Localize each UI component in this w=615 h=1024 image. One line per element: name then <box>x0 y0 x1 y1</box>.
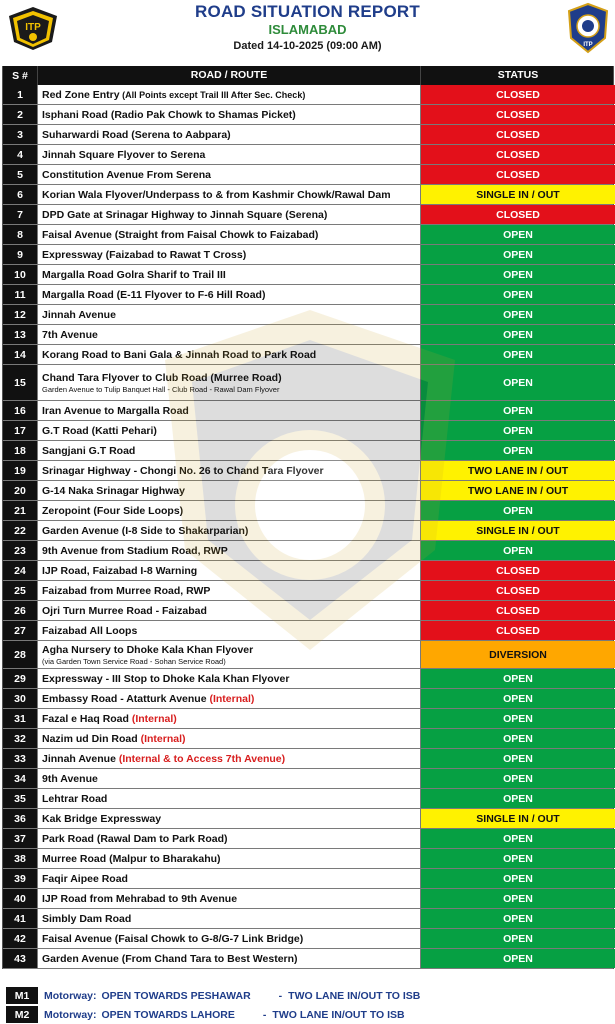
row-serial-number: 15 <box>3 365 37 400</box>
road-name <box>42 189 420 201</box>
motorway-note: TWO LANE IN/OUT TO ISB <box>288 989 421 1002</box>
row-serial-number: 26 <box>3 601 37 620</box>
road-name-text: Suharwardi Road (Serena to Aabpara) <box>42 128 231 141</box>
table-row <box>3 125 613 145</box>
table-row <box>3 325 613 345</box>
motorway-note: TWO LANE IN/OUT TO ISB <box>272 1008 405 1021</box>
row-serial-number: 27 <box>3 621 37 640</box>
row-status-single: TWO LANE IN / OUT <box>420 481 615 500</box>
row-road-route <box>37 501 420 520</box>
row-status-closed: CLOSED <box>420 165 615 184</box>
table-row <box>3 541 613 561</box>
road-name-text: Faizabad from Murree Road, RWP <box>42 584 211 597</box>
row-serial-number: 6 <box>3 185 37 204</box>
table-body <box>3 85 613 969</box>
row-road-route <box>37 305 420 324</box>
road-name-text: Fazal e Haq Road <box>42 712 132 725</box>
row-serial-number: 31 <box>3 709 37 728</box>
road-name-text: G.T Road (Katti Pehari) <box>42 424 157 437</box>
motorway-label: Motorway: <box>44 989 97 1002</box>
row-road-route <box>37 165 420 184</box>
row-road-route <box>37 581 420 600</box>
row-serial-number: 25 <box>3 581 37 600</box>
report-date: Dated 14-10-2025 (09:00 AM) <box>233 40 382 52</box>
row-road-route <box>37 621 420 640</box>
road-name <box>42 289 420 301</box>
motorway-row-m2 <box>2 1005 614 1024</box>
row-road-route <box>37 561 420 580</box>
row-serial-number: 18 <box>3 441 37 460</box>
table-row <box>3 145 613 165</box>
road-name-text: Faisal Avenue (Faisal Chowk to G-8/G-7 Link Bridge) <box>42 932 304 945</box>
row-road-route <box>37 285 420 304</box>
row-status-open: OPEN <box>420 709 615 728</box>
itp-badge-logo-right <box>566 2 610 54</box>
row-serial-number: 38 <box>3 849 37 868</box>
road-name-text: Lehtrar Road <box>42 792 108 805</box>
road-name-text: Jinnah Avenue <box>42 752 119 765</box>
table-row <box>3 305 613 325</box>
road-name <box>42 673 420 685</box>
road-name-text: DPD Gate at Srinagar Highway to Jinnah Square (Serena) <box>42 208 328 221</box>
table-row <box>3 481 613 501</box>
row-road-route <box>37 125 420 144</box>
table-row <box>3 689 613 709</box>
svg-text:ITP: ITP <box>583 42 593 48</box>
row-status-open: OPEN <box>420 849 615 868</box>
table-row <box>3 889 613 909</box>
row-serial-number: 11 <box>3 285 37 304</box>
row-status-single: SINGLE IN / OUT <box>420 521 615 540</box>
table-row <box>3 421 613 441</box>
row-road-route <box>37 601 420 620</box>
road-name-text: Faisal Avenue (Straight from Faisal Chowk to Faizabad) <box>42 228 319 241</box>
table-row <box>3 829 613 849</box>
row-status-closed: CLOSED <box>420 205 615 224</box>
road-name-text: Garden Avenue (I-8 Side to Shakarparian) <box>42 524 249 537</box>
row-serial-number: 20 <box>3 481 37 500</box>
road-name-text: Iran Avenue to Margalla Road <box>42 404 189 417</box>
road-name-text: Garden Avenue (From Chand Tara to Best Western) <box>42 952 298 965</box>
table-row <box>3 709 613 729</box>
report-city: ISLAMABAD <box>268 22 347 37</box>
road-name <box>42 953 420 965</box>
road-name <box>42 149 420 161</box>
road-name <box>42 913 420 925</box>
row-road-route <box>37 365 420 400</box>
row-status-open: OPEN <box>420 441 615 460</box>
road-name <box>42 773 420 785</box>
road-name <box>42 733 420 745</box>
row-status-open: OPEN <box>420 541 615 560</box>
row-status-closed: CLOSED <box>420 145 615 164</box>
table-row <box>3 225 613 245</box>
table-row <box>3 85 613 105</box>
road-name <box>42 249 420 261</box>
row-status-open: OPEN <box>420 929 615 948</box>
road-name-text: Murree Road (Malpur to Bharakahu) <box>42 852 221 865</box>
road-name <box>42 309 420 321</box>
row-serial-number: 30 <box>3 689 37 708</box>
road-name <box>42 873 420 885</box>
road-name-text: Sangjani G.T Road <box>42 444 136 457</box>
road-name-text: Faqir Aipee Road <box>42 872 128 885</box>
road-name-text: G-14 Naka Srinagar Highway <box>42 484 185 497</box>
table-row <box>3 729 613 749</box>
row-road-route <box>37 929 420 948</box>
road-name <box>42 644 420 656</box>
motorway-label: Motorway: <box>44 1008 97 1021</box>
table-row <box>3 849 613 869</box>
table-row <box>3 105 613 125</box>
table-row <box>3 185 613 205</box>
row-serial-number: 39 <box>3 869 37 888</box>
road-internal-note: (Internal) <box>131 712 177 725</box>
road-name-text: IJP Road, Faizabad I-8 Warning <box>42 564 198 577</box>
report-header <box>0 0 615 66</box>
table-row <box>3 345 613 365</box>
row-serial-number: 14 <box>3 345 37 364</box>
road-name <box>42 109 420 121</box>
road-internal-note: (Internal & to Access 7th Avenue) <box>118 752 286 765</box>
row-status-open: OPEN <box>420 501 615 520</box>
road-name <box>42 505 420 517</box>
row-status-open: OPEN <box>420 949 615 968</box>
road-name-text: 9th Avenue from Stadium Road, RWP <box>42 544 228 557</box>
row-serial-number: 7 <box>3 205 37 224</box>
row-road-route <box>37 205 420 224</box>
row-serial-number: 29 <box>3 669 37 688</box>
row-status-open: OPEN <box>420 769 615 788</box>
row-status-open: OPEN <box>420 325 615 344</box>
road-name-text: Constitution Avenue From Serena <box>42 168 211 181</box>
row-road-route <box>37 869 420 888</box>
road-internal-note: (Internal) <box>209 692 255 705</box>
road-name <box>42 129 420 141</box>
row-road-route <box>37 401 420 420</box>
row-status-open: OPEN <box>420 889 615 908</box>
report-title: ROAD SITUATION REPORT <box>195 2 420 21</box>
row-status-open: OPEN <box>420 365 615 400</box>
table-row <box>3 909 613 929</box>
road-subroute: (via Garden Town Service Road - Sohan Service Road) <box>42 656 226 666</box>
row-status-open: OPEN <box>420 245 615 264</box>
motorway-code: M2 <box>6 1006 38 1023</box>
row-serial-number: 40 <box>3 889 37 908</box>
row-serial-number: 22 <box>3 521 37 540</box>
row-serial-number: 5 <box>3 165 37 184</box>
road-name <box>42 565 420 577</box>
row-road-route <box>37 85 420 104</box>
road-name-text: Expressway (Faizabad to Rawat T Cross) <box>42 248 247 261</box>
row-serial-number: 13 <box>3 325 37 344</box>
row-status-open: OPEN <box>420 305 615 324</box>
road-name <box>42 605 420 617</box>
road-name <box>42 933 420 945</box>
road-name-text: Agha Nursery to Dhoke Kala Khan Flyover <box>42 643 254 656</box>
road-name <box>42 625 420 637</box>
row-road-route <box>37 889 420 908</box>
row-road-route <box>37 949 420 968</box>
row-status-open: OPEN <box>420 225 615 244</box>
row-road-route <box>37 185 420 204</box>
row-serial-number: 34 <box>3 769 37 788</box>
road-name-text: Isphani Road (Radio Pak Chowk to Shamas Picket) <box>42 108 296 121</box>
road-name <box>42 372 420 384</box>
row-serial-number: 42 <box>3 929 37 948</box>
table-row <box>3 265 613 285</box>
road-name-text: Faizabad All Loops <box>42 624 138 637</box>
row-status-closed: CLOSED <box>420 561 615 580</box>
row-road-route <box>37 441 420 460</box>
table-row <box>3 245 613 265</box>
row-road-route <box>37 669 420 688</box>
road-name <box>42 425 420 437</box>
row-status-single: SINGLE IN / OUT <box>420 185 615 204</box>
row-serial-number: 32 <box>3 729 37 748</box>
row-status-closed: CLOSED <box>420 581 615 600</box>
row-serial-number: 8 <box>3 225 37 244</box>
row-status-open: OPEN <box>420 789 615 808</box>
row-road-route <box>37 481 420 500</box>
row-status-open: OPEN <box>420 669 615 688</box>
road-name-text: 7th Avenue <box>42 328 98 341</box>
table-row <box>3 601 613 621</box>
motorway-value: OPEN TOWARDS LAHORE <box>101 1008 235 1021</box>
row-serial-number: 36 <box>3 809 37 828</box>
row-road-route <box>37 265 420 284</box>
road-name <box>42 209 420 221</box>
road-name-text: Zeropoint (Four Side Loops) <box>42 504 184 517</box>
road-name <box>42 793 420 805</box>
road-name-text: Ojri Turn Murree Road - Faizabad <box>42 604 207 617</box>
row-road-route <box>37 225 420 244</box>
header-road: ROAD / ROUTE <box>37 66 420 85</box>
table-row <box>3 165 613 185</box>
road-internal-note: (Internal) <box>140 732 186 745</box>
road-name-text: Margalla Road (E-11 Flyover to F-6 Hill Road) <box>42 288 266 301</box>
row-serial-number: 35 <box>3 789 37 808</box>
road-name-text: Kak Bridge Expressway <box>42 812 162 825</box>
motorway-row-m1 <box>2 986 614 1005</box>
road-name-text: 9th Avenue <box>42 772 98 785</box>
row-road-route <box>37 769 420 788</box>
table-row <box>3 501 613 521</box>
table-header <box>3 66 613 85</box>
road-name <box>42 585 420 597</box>
road-name <box>42 445 420 457</box>
header-status: STATUS <box>420 66 615 85</box>
road-name <box>42 713 420 725</box>
row-status-closed: CLOSED <box>420 85 615 104</box>
row-road-route <box>37 909 420 928</box>
row-serial-number: 24 <box>3 561 37 580</box>
road-name-text: Korang Road to Bani Gala & Jinnah Road to Park Road <box>42 348 317 361</box>
motorway-footer <box>2 986 614 1024</box>
table-row <box>3 949 613 969</box>
row-road-route <box>37 105 420 124</box>
row-serial-number: 3 <box>3 125 37 144</box>
row-road-route <box>37 749 420 768</box>
table-row <box>3 285 613 305</box>
road-name-text: Jinnah Avenue <box>42 308 116 321</box>
row-road-route <box>37 849 420 868</box>
road-name-text: Simbly Dam Road <box>42 912 132 925</box>
table-row <box>3 365 613 401</box>
row-serial-number: 21 <box>3 501 37 520</box>
road-name <box>42 229 420 241</box>
row-status-open: OPEN <box>420 829 615 848</box>
road-name-text: Korian Wala Flyover/Underpass to & from Kashmir Chowk/Rawal Dam <box>42 188 391 201</box>
row-road-route <box>37 641 420 668</box>
row-serial-number: 2 <box>3 105 37 124</box>
row-road-route <box>37 345 420 364</box>
road-name-text: Chand Tara Flyover to Club Road (Murree Road) <box>42 371 282 384</box>
row-status-single: SINGLE IN / OUT <box>420 809 615 828</box>
road-name <box>42 405 420 417</box>
row-serial-number: 37 <box>3 829 37 848</box>
row-status-closed: CLOSED <box>420 621 615 640</box>
row-road-route <box>37 829 420 848</box>
road-status-table <box>2 66 614 969</box>
row-serial-number: 16 <box>3 401 37 420</box>
road-name-text: Embassy Road - Atatturk Avenue <box>42 692 210 705</box>
row-serial-number: 41 <box>3 909 37 928</box>
row-status-open: OPEN <box>420 421 615 440</box>
row-serial-number: 1 <box>3 85 37 104</box>
row-status-open: OPEN <box>420 265 615 284</box>
row-road-route <box>37 461 420 480</box>
road-name <box>42 893 420 905</box>
road-name <box>42 853 420 865</box>
row-status-open: OPEN <box>420 689 615 708</box>
row-road-route <box>37 325 420 344</box>
table-row <box>3 809 613 829</box>
row-serial-number: 23 <box>3 541 37 560</box>
motorway-code: M1 <box>6 987 38 1004</box>
table-row <box>3 669 613 689</box>
row-status-closed: CLOSED <box>420 105 615 124</box>
svg-text:ITP: ITP <box>25 22 41 33</box>
row-serial-number: 28 <box>3 641 37 668</box>
row-road-route <box>37 809 420 828</box>
road-name-text: IJP Road from Mehrabad to 9th Avenue <box>42 892 238 905</box>
row-status-open: OPEN <box>420 345 615 364</box>
row-status-open: OPEN <box>420 749 615 768</box>
table-row <box>3 561 613 581</box>
table-row <box>3 641 613 669</box>
road-name <box>42 545 420 557</box>
road-name-text: Margalla Road Golra Sharif to Trail III <box>42 268 226 281</box>
motorway-separator: - <box>278 989 283 1002</box>
road-name <box>42 693 420 705</box>
row-road-route <box>37 521 420 540</box>
road-name-text: Park Road (Rawal Dam to Park Road) <box>42 832 228 845</box>
table-row <box>3 205 613 225</box>
road-name <box>42 525 420 537</box>
road-name <box>42 89 420 101</box>
road-name <box>42 833 420 845</box>
row-serial-number: 43 <box>3 949 37 968</box>
row-serial-number: 12 <box>3 305 37 324</box>
row-road-route <box>37 729 420 748</box>
road-qualifier: (All Points except Trail III After Sec. Check) <box>119 89 306 100</box>
row-serial-number: 4 <box>3 145 37 164</box>
table-row <box>3 401 613 421</box>
road-subroute: Garden Avenue to Tulip Banquet Hall - Club Road - Rawal Dam Flyover <box>42 384 280 394</box>
row-road-route <box>37 689 420 708</box>
motorway-value: OPEN TOWARDS PESHAWAR <box>101 989 251 1002</box>
road-name <box>42 329 420 341</box>
row-serial-number: 9 <box>3 245 37 264</box>
table-row <box>3 749 613 769</box>
road-name <box>42 753 420 765</box>
row-serial-number: 10 <box>3 265 37 284</box>
motorway-separator: - <box>262 1008 267 1021</box>
road-name <box>42 269 420 281</box>
row-road-route <box>37 245 420 264</box>
table-row <box>3 441 613 461</box>
row-status-single: TWO LANE IN / OUT <box>420 461 615 480</box>
table-row <box>3 461 613 481</box>
row-serial-number: 17 <box>3 421 37 440</box>
road-name <box>42 465 420 477</box>
row-road-route <box>37 145 420 164</box>
road-name <box>42 813 420 825</box>
road-name <box>42 169 420 181</box>
row-status-open: OPEN <box>420 729 615 748</box>
road-name <box>42 349 420 361</box>
row-status-diversion: DIVERSION <box>420 641 615 668</box>
road-name-text: Expressway - III Stop to Dhoke Kala Khan Flyover <box>42 672 290 685</box>
row-status-closed: CLOSED <box>420 125 615 144</box>
row-status-open: OPEN <box>420 401 615 420</box>
row-serial-number: 19 <box>3 461 37 480</box>
row-status-open: OPEN <box>420 285 615 304</box>
road-name-text: Jinnah Square Flyover to Serena <box>42 148 206 161</box>
row-road-route <box>37 789 420 808</box>
row-road-route <box>37 709 420 728</box>
row-status-open: OPEN <box>420 869 615 888</box>
table-row <box>3 789 613 809</box>
row-road-route <box>37 541 420 560</box>
table-row <box>3 621 613 641</box>
row-serial-number: 33 <box>3 749 37 768</box>
table-row <box>3 929 613 949</box>
row-status-closed: CLOSED <box>420 601 615 620</box>
road-name <box>42 485 420 497</box>
row-road-route <box>37 421 420 440</box>
table-row <box>3 521 613 541</box>
table-row <box>3 581 613 601</box>
table-row <box>3 869 613 889</box>
table-row <box>3 769 613 789</box>
row-status-open: OPEN <box>420 909 615 928</box>
road-name-text: Srinagar Highway - Chongi No. 26 to Chand Tara Flyover <box>42 464 324 477</box>
road-name-text: Red Zone Entry <box>42 88 120 101</box>
road-name-text: Nazim ud Din Road <box>42 732 141 745</box>
header-sn: S # <box>12 69 28 82</box>
